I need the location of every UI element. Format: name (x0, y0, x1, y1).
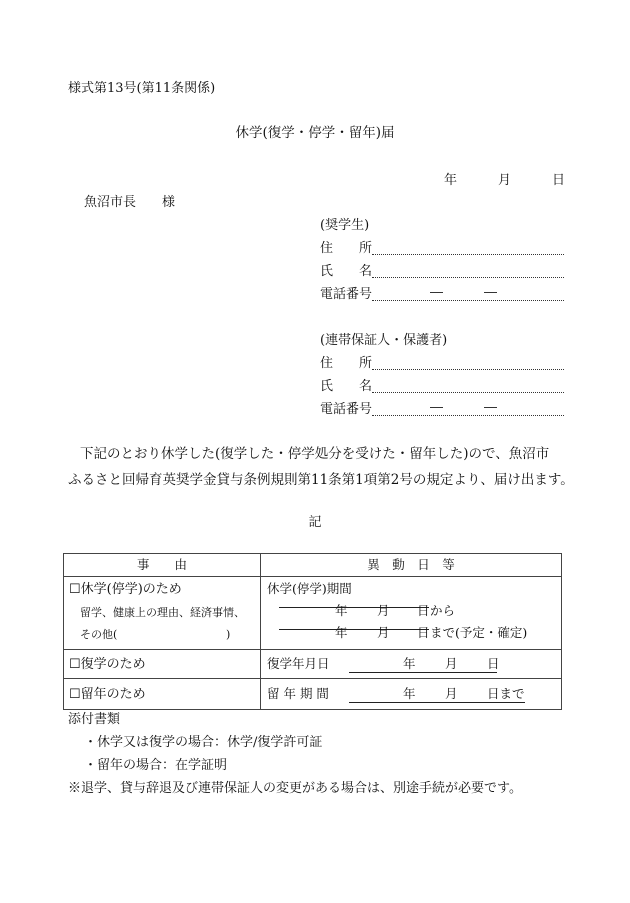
row1-from-month: 月 (377, 603, 390, 618)
row2-reason-label: 復学のため (80, 657, 146, 672)
scholar-phone-field[interactable] (372, 300, 564, 301)
row2-underline[interactable] (349, 672, 497, 673)
row1-reason-cell (64, 577, 261, 650)
row2-day: 日 (487, 656, 500, 671)
row1-from-year: 年 (335, 603, 348, 618)
guarantor-address-field[interactable] (372, 369, 564, 370)
row2-date-cell (261, 650, 562, 679)
guarantor-phone-label: 電話番号 (320, 402, 373, 417)
row1-reason (69, 583, 182, 596)
scholar-phone-label: 電話番号 (320, 287, 373, 302)
row3-date-cell (261, 679, 562, 710)
row2-reason-cell (64, 650, 261, 679)
scholar-address-field[interactable] (372, 254, 564, 255)
scholar-heading: (奨学生) (320, 218, 370, 233)
header-date: 異 動 日 等 (261, 554, 562, 577)
date-month: 月 (498, 173, 512, 188)
guarantor-phone-field[interactable] (372, 415, 564, 416)
row1-sub2-close: ) (226, 628, 231, 641)
row1-to-day: 日 (417, 625, 430, 640)
record-table (63, 553, 562, 710)
row2-year: 年 (403, 656, 416, 671)
row3-day: 日まで (487, 686, 525, 701)
row2-checkbox[interactable]: ☐ (69, 657, 81, 672)
row1-sub2: その他( (80, 628, 118, 641)
row1-from-underline[interactable] (279, 607, 429, 608)
date-year: 年 (444, 173, 458, 188)
body-paragraph (68, 441, 580, 493)
row1-sub1: 留学、健康上の理由、経済事情、 (80, 606, 245, 619)
guarantor-address-label: 住 所 (320, 356, 373, 371)
row1-from-suffix: から (430, 603, 456, 618)
guarantor-heading: (連帯保証人・保護者) (320, 333, 448, 348)
row1-to-year: 年 (335, 625, 348, 640)
row3-checkbox[interactable]: ☐ (69, 687, 81, 702)
guarantor-phone-dash-1: ― (430, 400, 443, 415)
row1-to-underline[interactable] (279, 629, 429, 630)
attachments-note: ※退学、貸与辞退及び連帯保証人の変更がある場合は、別途手続が必要です。 (68, 781, 522, 796)
row3-label: 留 年 期 間 (267, 686, 329, 701)
row3-month: 月 (445, 686, 458, 701)
row1-to-month: 月 (377, 625, 390, 640)
row1-from-day: 日 (417, 603, 430, 618)
attachments-heading: 添付書類 (68, 712, 121, 727)
body-line-2: ふるさと回帰育英奨学金貸与条例規則第11条第1項第2号の規定より、届け出ます。 (68, 472, 574, 488)
row3-reason-cell (64, 679, 261, 710)
header-reason: 事 由 (64, 554, 261, 577)
attachment-item-2: ・留年の場合：在学証明 (84, 758, 228, 773)
form-number: 様式第13号(第11条関係) (68, 81, 216, 96)
attachment-item-1: ・休学又は復学の場合：休学/復学許可証 (84, 735, 323, 750)
row3-reason (69, 688, 146, 701)
row1-to-suffix: まで(予定・確定) (430, 625, 528, 640)
document-title: 休学(復学・停学・留年)届 (235, 125, 395, 141)
row1-checkbox[interactable]: ☐ (69, 582, 81, 597)
guarantor-name-label: 氏 名 (320, 379, 373, 394)
row2-reason (69, 658, 146, 671)
row3-year: 年 (403, 686, 416, 701)
row2-month: 月 (445, 656, 458, 671)
row1-date-cell (261, 577, 562, 650)
addressee: 魚沼市長 様 (84, 195, 176, 210)
guarantor-name-field[interactable] (372, 392, 564, 393)
body-line-1: 下記のとおり休学した(復学した・停学処分を受けた・留年した)ので、魚沼市 (80, 446, 550, 462)
date-day: 日 (552, 173, 566, 188)
row2-label: 復学年月日 (267, 656, 330, 671)
row3-underline[interactable] (349, 702, 525, 703)
scholar-name-label: 氏 名 (320, 264, 373, 279)
row1-period-label: 休学(停学)期間 (267, 581, 352, 596)
ki-heading: 記 (308, 515, 322, 530)
row1-reason-label: 休学(停学)のため (80, 582, 182, 597)
guarantor-phone-dash-2: ― (484, 400, 497, 415)
scholar-phone-dash-2: ― (484, 285, 497, 300)
row3-reason-label: 留年のため (80, 687, 146, 702)
scholar-name-field[interactable] (372, 277, 564, 278)
scholar-phone-dash-1: ― (430, 285, 443, 300)
scholar-address-label: 住 所 (320, 241, 373, 256)
